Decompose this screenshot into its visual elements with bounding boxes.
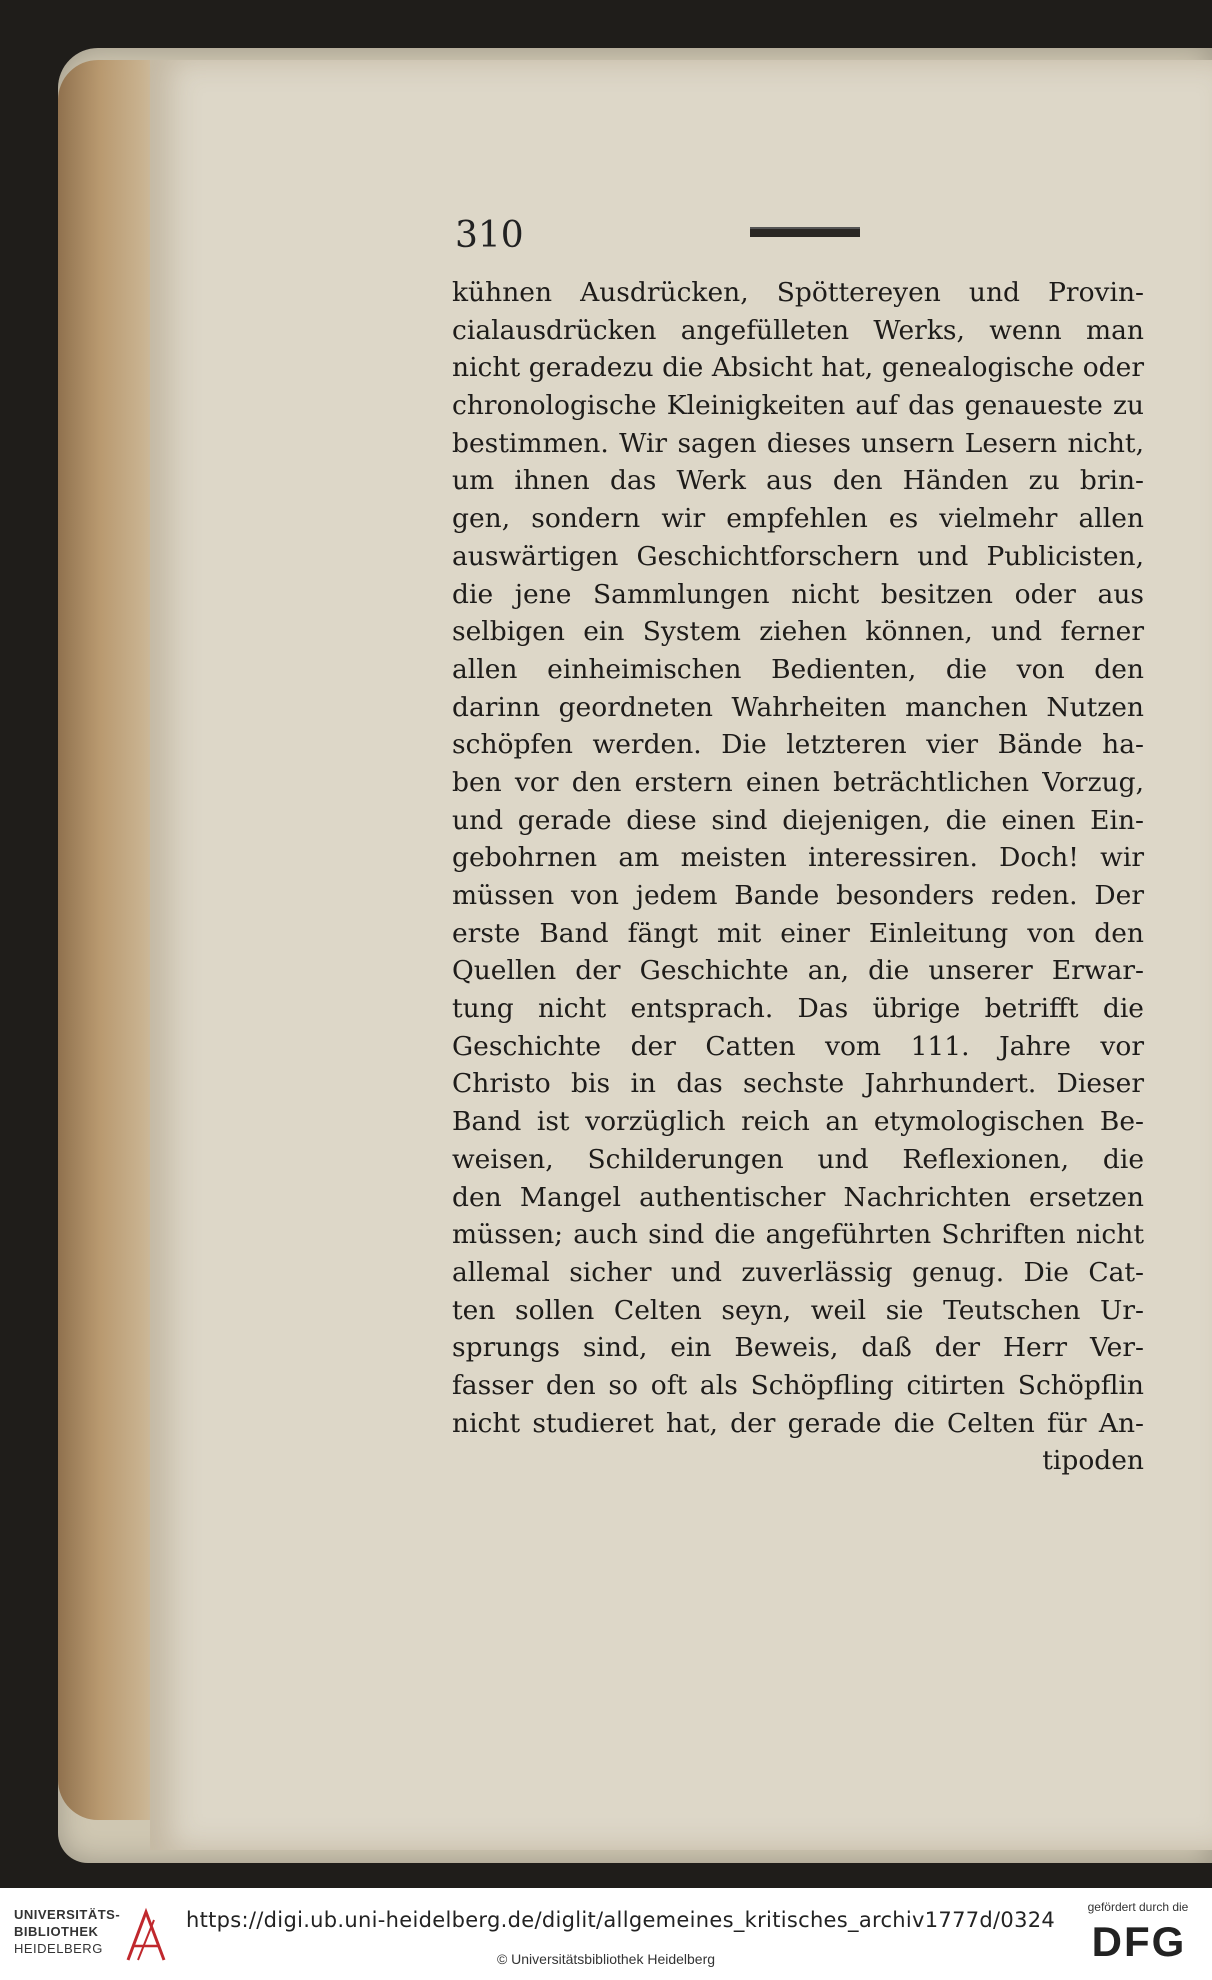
text-line: auswärtigen Geschichtforschern und Publicisten, <box>452 540 1144 572</box>
logo-line-1: UNIVERSITÄTS- <box>14 1907 121 1922</box>
text-line: die jene Sammlungen nicht besitzen oder aus <box>452 578 1144 610</box>
text-line: müssen von jedem Bande besonders reden. Der <box>452 880 1144 911</box>
page-header <box>455 215 1155 255</box>
text-line: cialausdrücken angefülleten Werks, wenn man <box>452 314 1144 346</box>
text-line: chronologische Kleinigkeiten auf das genaueste zu <box>452 390 1144 422</box>
text-line: müssen; auch sind die angeführten Schriften nicht <box>452 1219 1144 1251</box>
text-line: nicht geradezu die Absicht hat, genealogische oder <box>452 352 1144 384</box>
text-line: ben vor den erstern einen beträchtlichen Vorzug, <box>452 766 1144 798</box>
body-text <box>452 274 1144 1544</box>
text-line: Quellen der Geschichte an, die unserer Erwar- <box>452 955 1144 987</box>
text-line: allemal sicher und zuverlässig genug. Die Cat- <box>452 1256 1144 1288</box>
text-line: Band ist vorzüglich reich an etymologischen Be- <box>452 1106 1144 1138</box>
header-ornament-rule <box>750 227 860 237</box>
text-line: um ihnen das Werk aus den Händen zu brin- <box>452 465 1144 497</box>
text-line: schöpfen werden. Die letzteren vier Bände ha- <box>452 729 1144 761</box>
text-line: ten sollen Celten seyn, weil sie Teutschen Ur- <box>452 1294 1144 1326</box>
viewer-footer <box>0 1888 1212 1980</box>
dfg-logo[interactable]: DFG <box>1091 1918 1187 1965</box>
text-line: weisen, Schilderungen und Reflexionen, die <box>452 1143 1144 1175</box>
text-line: bestimmen. Wir sagen dieses unsern Lesern nicht, <box>452 427 1144 459</box>
text-line: erste Band fängt mit einer Einleitung von den <box>452 917 1144 949</box>
text-line: fasser den so oft als Schöpfling citirten Schöpflin <box>452 1369 1144 1401</box>
page-number: 310 <box>455 215 524 256</box>
catchword: tipoden <box>1042 1445 1144 1477</box>
text-line: gen, sondern wir empfehlen es vielmehr allen <box>452 503 1144 535</box>
text-line: und gerade diese sind diejenigen, die einen Ein- <box>452 804 1144 836</box>
copyright-notice: © Universitätsbibliothek Heidelberg <box>496 1951 716 1967</box>
text-line: tung nicht entsprach. Das übrige betrifft die <box>452 993 1144 1025</box>
text-line: kühnen Ausdrücken, Spöttereyen und Provin- <box>452 277 1144 308</box>
funding-label: gefördert durch die <box>1087 1900 1189 1914</box>
text-line: Christo bis in das sechste Jahrhundert. Dieser <box>452 1068 1144 1100</box>
permalink-url[interactable]: https://digi.ub.uni-heidelberg.de/diglit/allgemeines_kritisches_archiv1777d/0324 <box>186 1908 1056 1932</box>
text-line: Geschichte der Catten vom 111. Jahre vor <box>452 1030 1144 1062</box>
logo-line-3: HEIDELBERG <box>14 1941 103 1956</box>
logo-line-2: BIBLIOTHEK <box>14 1924 99 1939</box>
text-line: selbigen ein System ziehen können, und ferner <box>452 616 1144 648</box>
text-line: sprungs sind, ein Beweis, daß der Herr Ver- <box>452 1332 1144 1364</box>
text-line: darinn geordneten Wahrheiten manchen Nutzen <box>452 691 1144 723</box>
text-line: allen einheimischen Bedienten, die von den <box>452 653 1144 685</box>
text-line: nicht studieret hat, der gerade die Celten für An- <box>452 1407 1144 1439</box>
text-line: gebohrnen am meisten interessiren. Doch! wir <box>452 842 1144 874</box>
text-line: den Mangel authentischer Nachrichten ersetzen <box>452 1181 1144 1213</box>
